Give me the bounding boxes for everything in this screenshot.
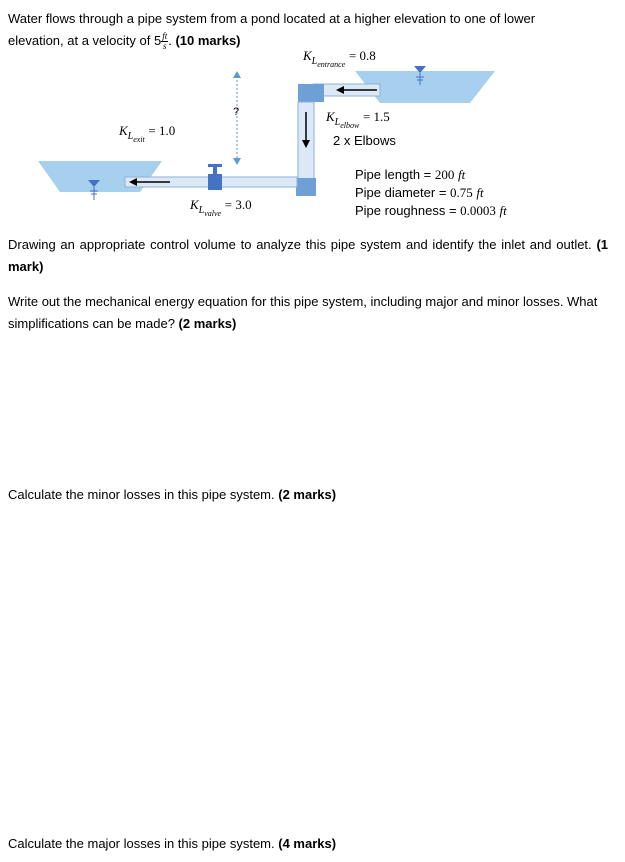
valve-handle [208,164,222,167]
pipe-diameter-label: Pipe diameter = 0.75 ft [355,185,484,200]
question-1: Drawing an appropriate control volume to analyze this pipe system and identify the inlet and outlet. (1 mark) [8,237,608,274]
valve-body [208,174,222,190]
question-4: Calculate the major losses in this pipe system. (4 marks) [8,836,337,851]
k-elbow-label: $K_{L_{elbow}} = 1.5$ [326,109,390,130]
question-3: Calculate the minor losses in this pipe system. (2 marks) [8,487,337,502]
pipe-system-diagram [0,40,625,230]
k-valve-label: $K_{L_{valve}} = 3.0$ [190,197,252,218]
k-entrance-label: $K_{L_{entrance}} = 0.8$ [303,48,376,69]
intro-line-2: elevation, at a velocity of 5 [8,33,162,48]
elevation-arrow-up [233,71,241,78]
question-2: Write out the mechanical energy equation for this pipe system, including major and minor losses. What simplifications can be made? (2 marks) [8,294,598,331]
upper-elbow [298,84,324,102]
elevation-arrow-down [233,158,241,165]
velocity-unit-fraction: $\frac{ft}{s}$ [162,31,168,52]
pipe-roughness-label: Pipe roughness = 0.0003 ft [355,203,507,218]
elbows-label: 2 x Elbows [333,133,396,148]
intro-marks: (10 marks) [175,33,241,48]
problem-statement: Water flows through a pipe system from a pond located at a higher elevation to one of lower elevation, at a velocity of 5 $\frac{ft}{s}$ . (10 marks) [8,11,536,52]
lower-elbow [296,178,316,196]
valve-stem [213,166,217,175]
pipe-length-label: Pipe length = 200 ft [355,167,466,182]
unknown-height-label: ? [233,106,240,118]
k-exit-label: $K_{L_{exit}} = 1.0$ [119,123,176,144]
intro-line-1: Water flows through a pipe system from a pond located at a higher elevation to one of lower [8,11,536,26]
